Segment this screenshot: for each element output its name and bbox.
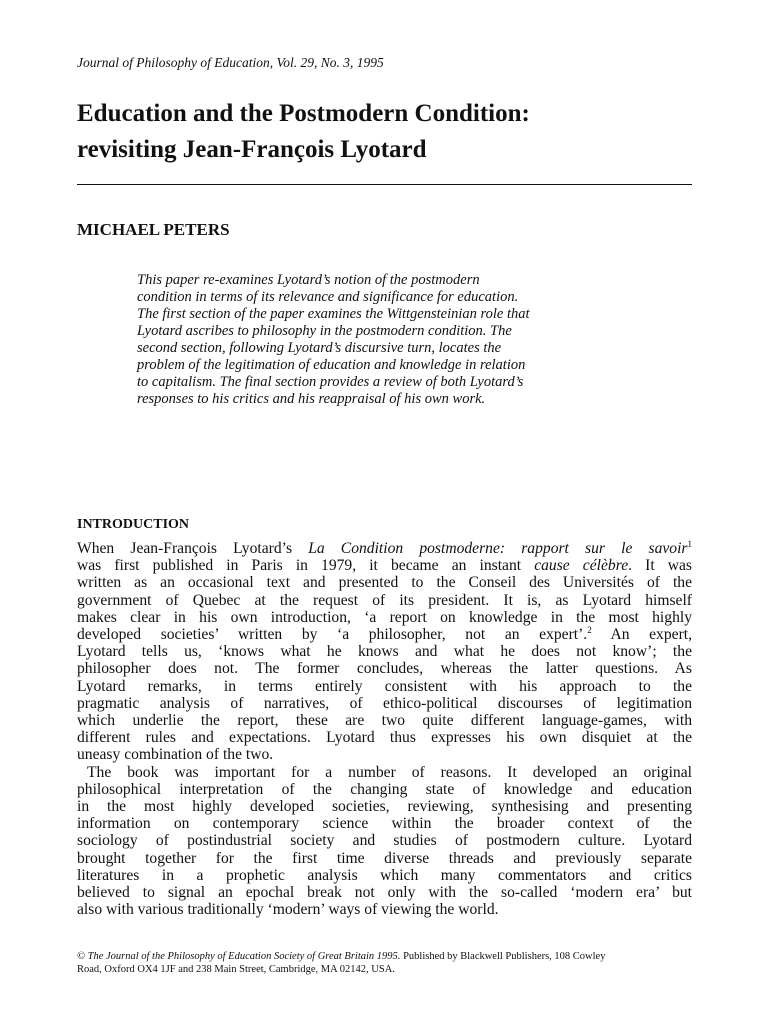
body-line: government of Quebec at the request of its president. It is, as Lyotard himself [77,591,692,609]
body-line: which underlie the report, these are two quite different language-games, with [77,712,692,730]
title-line-1: Education and the Postmodern Condition: [77,100,530,127]
body-line: sociology of postindustrial society and studies of postmodern culture. Lyotard [77,832,692,850]
abstract-line: The first section of the paper examines the Wittgensteinian role that [137,306,530,322]
body-line: in the most highly developed societies, reviewing, synthesising and presenting [77,798,692,816]
abstract-line: condition in terms of its relevance and significance for education. [137,289,519,305]
body-line: literatures in a prophetic analysis which many commentators and critics [77,866,692,884]
italic-phrase: cause célèbre [534,557,629,575]
body-line [77,626,692,643]
body-text [77,540,692,918]
body-text-run: developed societies’ written by ‘a philosopher, not an expert’. [77,626,588,644]
body-line: different rules and expectations. Lyotard thus expresses his own disquiet at the [77,729,692,747]
abstract-line: responses to his critics and his reappraisal of his own work. [137,391,486,407]
article-title [77,96,530,168]
body-line: makes clear in his own introduction, ‘a report on knowledge in the most highly [77,608,692,626]
footnote-line [77,950,717,963]
body-line: also with various traditionally ‘modern’ ways of viewing the world. [77,901,499,919]
body-line: philosopher does not. The former concludes, whereas the latter questions. As [77,660,692,678]
body-line: information on contemporary science within the broader context of the [77,815,692,833]
body-text-run: When Jean-François Lyotard’s [77,540,309,557]
body-line [77,540,692,557]
body-line: uneasy combination of the two. [77,746,274,764]
body-line: The book was important for a number of reasons. It developed an original [87,763,692,781]
body-line: brought together for the first time diverse threads and previously separate [77,849,692,867]
copyright-footnote [77,950,717,976]
footnote-marker: 1 [687,538,692,549]
body-text-run: was first published in Paris in 1979, it became an instant [77,557,535,575]
journal-citation: Journal of Philosophy of Education, Vol. 29, No. 3, 1995 [77,55,384,70]
abstract-line: problem of the legitimation of education and knowledge in relation [137,357,526,373]
footnote-line: Road, Oxford OX4 1JF and 238 Main Street, Cambridge, MA 02142, USA. [77,964,395,975]
body-text-run: An expert, [591,626,692,644]
body-text-run: . It was [628,557,692,575]
body-line: Lyotard tells us, ‘knows what he knows and what he does not know’; the [77,643,692,661]
footnote-marker: 2 [587,624,592,635]
body-line [77,557,692,574]
abstract-line: to capitalism. The final section provides a review of both Lyotard’s [137,374,524,390]
body-line: believed to signal an epochal break not only with the so-called ‘modern era’ but [77,884,692,902]
body-line: written as an occasional text and presented to the Conseil des Universités of the [77,574,692,592]
title-divider [77,184,692,185]
section-heading: INTRODUCTION [77,517,190,532]
body-line: Lyotard remarks, in terms entirely consistent with his approach to the [77,677,692,695]
abstract [137,272,657,408]
abstract-line: second section, following Lyotard’s discursive turn, locates the [137,340,502,356]
author-name: MICHAEL PETERS [77,220,230,239]
abstract-line: This paper re-examines Lyotard’s notion of the postmodern [137,272,480,288]
footnote-italic: © The Journal of the Philosophy of Education Society of Great Britain 1995. [77,951,401,962]
body-line: pragmatic analysis of narratives, of ethico-political discourses of legitimation [77,694,692,712]
body-line: philosophical interpretation of the changing state of knowledge and education [77,780,692,798]
footnote-text: Published by Blackwell Publishers, 108 Cowley [400,951,606,962]
title-line-2: revisiting Jean-François Lyotard [77,136,427,163]
abstract-line: Lyotard ascribes to philosophy in the postmodern condition. The [137,323,512,339]
book-title-italic: La Condition postmoderne: rapport sur le savoir [308,540,688,557]
